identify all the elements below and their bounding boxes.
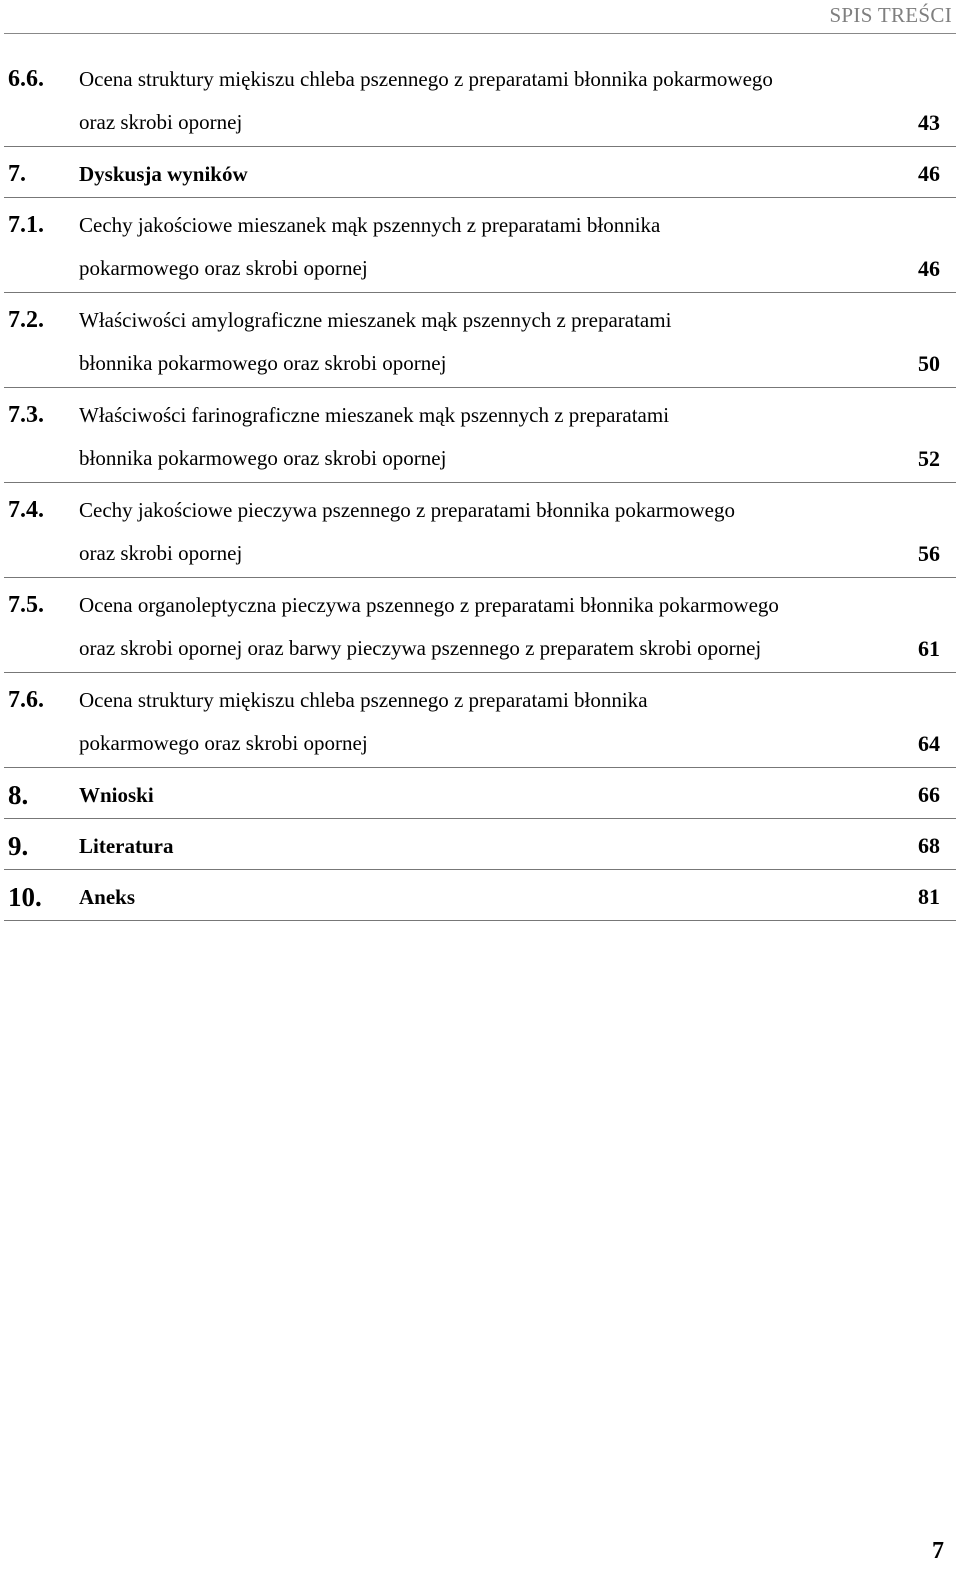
toc-entry-number: 6.6. xyxy=(8,66,44,92)
toc-entry-number: 7.2. xyxy=(8,307,44,333)
toc-entry-title-line: Właściwości farinograficzne mieszanek mąk pszennych z preparatami xyxy=(79,403,670,427)
toc-entry[interactable] xyxy=(4,827,956,870)
toc-entry[interactable] xyxy=(4,396,956,483)
toc-entry-number: 7.5. xyxy=(8,592,44,618)
toc-entry-title-line: Ocena struktury miękiszu chleba pszennego z preparatami błonnika pokarmowego xyxy=(79,67,773,91)
toc-entry-title-line: Właściwości amylograficzne mieszanek mąk pszennych z preparatami xyxy=(79,308,672,332)
toc-entry-title-line: Ocena organoleptyczna pieczywa pszennego z preparatami błonnika pokarmowego xyxy=(79,593,779,617)
toc-entry[interactable] xyxy=(4,586,956,673)
toc-entry[interactable] xyxy=(4,60,956,147)
toc-entry-page: 56 xyxy=(918,541,940,566)
toc-entry-page: 66 xyxy=(918,782,940,807)
toc-entry-title-line: Literatura xyxy=(79,834,174,858)
toc-entry-title-line: błonnika pokarmowego oraz skrobi opornej xyxy=(79,446,447,470)
toc-entry[interactable] xyxy=(4,155,956,198)
toc-entry-title-line: Ocena struktury miękiszu chleba pszennego z preparatami błonnika xyxy=(79,688,648,712)
toc-entry-page: 81 xyxy=(918,884,940,909)
toc-entry-title-line: błonnika pokarmowego oraz skrobi opornej xyxy=(79,351,447,375)
toc-entry-page: 46 xyxy=(918,161,940,186)
toc-entry-title-line: Cechy jakościowe pieczywa pszennego z preparatami błonnika pokarmowego xyxy=(79,498,736,522)
toc-entry-number: 7.6. xyxy=(8,687,44,713)
toc-entry-title-line: Aneks xyxy=(79,885,136,909)
running-header: SPIS TREŚCI xyxy=(829,3,952,27)
toc-entry-number: 9. xyxy=(8,831,29,861)
toc-entry[interactable] xyxy=(4,878,956,921)
toc-entry-number: 7.3. xyxy=(8,402,44,428)
toc-entry[interactable] xyxy=(4,681,956,768)
toc-entry-page: 64 xyxy=(918,731,940,756)
toc-entry-page: 43 xyxy=(918,110,940,135)
toc-entry[interactable] xyxy=(4,301,956,388)
toc-entry-title-line: pokarmowego oraz skrobi opornej xyxy=(79,731,368,755)
toc-entry-page: 52 xyxy=(918,446,940,471)
toc-entry-number: 8. xyxy=(8,780,29,810)
toc-entry-title-line: oraz skrobi opornej xyxy=(79,541,243,565)
toc-entry[interactable] xyxy=(4,206,956,293)
toc-entry-page: 50 xyxy=(918,351,940,376)
table-of-contents xyxy=(4,60,956,929)
toc-entry-page: 61 xyxy=(918,636,940,661)
toc-entry-page: 46 xyxy=(918,256,940,281)
toc-entry-title-line: Cechy jakościowe mieszanek mąk pszennych z preparatami błonnika xyxy=(79,213,661,237)
toc-entry-number: 10. xyxy=(8,882,42,912)
page-number: 7 xyxy=(932,1538,944,1564)
toc-entry[interactable] xyxy=(4,776,956,819)
toc-entry-title-line: oraz skrobi opornej xyxy=(79,110,243,134)
toc-entry-title-line: pokarmowego oraz skrobi opornej xyxy=(79,256,368,280)
toc-entry-number: 7.4. xyxy=(8,497,44,523)
toc-entry-title-line: Dyskusja wyników xyxy=(79,162,248,186)
toc-entry-page: 68 xyxy=(918,833,940,858)
toc-entry[interactable] xyxy=(4,491,956,578)
toc-entry-number: 7.1. xyxy=(8,212,44,238)
header-rule xyxy=(4,33,956,34)
toc-entry-title-line: Wnioski xyxy=(79,783,154,807)
toc-entry-title-line: oraz skrobi opornej oraz barwy pieczywa pszennego z preparatem skrobi opornej xyxy=(79,636,762,660)
toc-entry-number: 7. xyxy=(8,161,26,187)
